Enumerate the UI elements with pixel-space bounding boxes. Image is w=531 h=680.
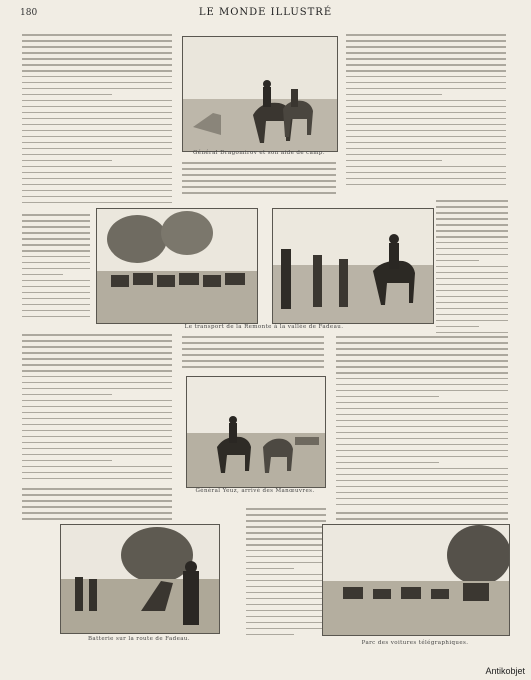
text-line <box>336 414 508 416</box>
text-line <box>346 46 506 48</box>
text-line <box>336 390 508 392</box>
text-line <box>22 94 112 96</box>
text-line <box>22 124 172 126</box>
text-line <box>22 406 172 408</box>
photo-general-yeuz <box>186 376 326 488</box>
text-line <box>436 314 508 316</box>
text-line <box>246 544 326 546</box>
caption-photo-3: Général Yeuz, arrivé des Manœuvres. <box>195 488 315 494</box>
text-line <box>22 430 172 432</box>
text-line <box>346 160 442 162</box>
text-line <box>346 94 442 96</box>
text-line <box>436 320 508 322</box>
text-line <box>346 70 506 72</box>
text-line <box>336 354 508 356</box>
text-line <box>346 34 506 36</box>
text-line <box>336 420 508 422</box>
text-line <box>22 448 172 450</box>
text-line <box>336 486 508 488</box>
text-line <box>182 186 336 188</box>
text-line <box>346 148 506 150</box>
article-column-left-middle <box>22 334 172 484</box>
text-line <box>346 130 506 132</box>
text-line <box>22 262 90 264</box>
text-line <box>436 236 508 238</box>
text-line <box>436 218 508 220</box>
text-line <box>336 360 508 362</box>
text-line <box>22 226 90 228</box>
text-line <box>346 58 506 60</box>
text-line <box>436 254 508 256</box>
text-line <box>336 518 508 520</box>
text-line <box>336 504 508 506</box>
text-line <box>22 238 90 240</box>
text-line <box>22 364 172 366</box>
text-line <box>22 232 90 234</box>
text-line <box>246 532 326 534</box>
text-line <box>336 456 508 458</box>
text-line <box>336 498 508 500</box>
text-line <box>436 302 508 304</box>
page-header <box>0 4 531 22</box>
text-line <box>436 248 508 250</box>
text-line <box>346 100 506 102</box>
text-line <box>246 514 326 516</box>
text-line <box>246 568 294 570</box>
text-line <box>182 168 336 170</box>
text-line <box>22 310 90 312</box>
text-line <box>346 118 506 120</box>
photo-remonte-left <box>96 208 258 324</box>
article-column-right-narrow <box>436 200 508 340</box>
text-line <box>22 418 172 420</box>
text-line <box>336 408 508 410</box>
text-line <box>436 242 508 244</box>
text-line <box>246 592 326 594</box>
text-line <box>346 142 506 144</box>
text-line <box>22 214 90 216</box>
text-line <box>336 492 508 494</box>
text-line <box>182 336 324 338</box>
text-line <box>22 118 172 120</box>
article-column-right-top <box>346 34 506 194</box>
text-line <box>246 610 326 612</box>
text-line <box>22 358 172 360</box>
text-line <box>436 296 508 298</box>
photo-general-dragomirov <box>182 36 338 152</box>
text-line <box>246 580 326 582</box>
text-line <box>246 604 326 606</box>
text-line <box>336 512 508 514</box>
text-line <box>22 136 172 138</box>
text-line <box>182 192 336 194</box>
text-line <box>22 304 90 306</box>
article-column-center-top <box>182 162 336 200</box>
text-line <box>22 316 90 318</box>
text-line <box>182 174 336 176</box>
text-line <box>336 432 508 434</box>
text-line <box>22 298 90 300</box>
text-line <box>22 466 172 468</box>
text-line <box>336 444 508 446</box>
text-line <box>436 284 508 286</box>
text-line <box>246 526 326 528</box>
text-line <box>22 142 172 144</box>
text-line <box>336 468 508 470</box>
text-line <box>22 346 172 348</box>
text-line <box>22 506 172 508</box>
text-line <box>22 400 172 402</box>
text-line <box>22 166 172 168</box>
text-line <box>336 474 508 476</box>
text-line <box>182 360 324 362</box>
article-column-left-top <box>22 34 172 212</box>
text-line <box>22 274 63 276</box>
article-column-left-lower <box>22 488 172 528</box>
text-line <box>22 106 172 108</box>
text-line <box>336 426 508 428</box>
text-line <box>336 384 508 386</box>
text-line <box>22 388 172 390</box>
text-line <box>436 260 479 262</box>
text-line <box>22 76 172 78</box>
text-line <box>22 370 172 372</box>
article-column-center-lower <box>246 508 326 644</box>
text-line <box>336 402 508 404</box>
article-column-right-middle <box>336 336 508 512</box>
text-line <box>22 196 172 198</box>
text-line <box>346 64 506 66</box>
caption-photo-1: Général Dragomirov et son aide de camp. <box>193 150 325 156</box>
text-line <box>22 40 172 42</box>
text-line <box>336 348 508 350</box>
text-line <box>246 550 326 552</box>
text-line <box>346 184 506 186</box>
text-line <box>346 178 506 180</box>
text-line <box>346 82 506 84</box>
text-line <box>336 450 508 452</box>
text-line <box>22 518 172 520</box>
text-line <box>22 394 112 396</box>
text-line <box>346 166 506 168</box>
text-line <box>346 124 506 126</box>
text-line <box>346 106 506 108</box>
text-line <box>22 160 112 162</box>
text-line <box>436 212 508 214</box>
text-line <box>336 366 508 368</box>
text-line <box>336 396 439 398</box>
text-line <box>346 40 506 42</box>
text-line <box>22 46 172 48</box>
text-line <box>22 148 172 150</box>
text-line <box>22 190 172 192</box>
photo-voitures-telegraphiques <box>322 524 510 636</box>
text-line <box>22 436 172 438</box>
text-line <box>436 230 508 232</box>
text-line <box>22 88 172 90</box>
text-line <box>336 336 508 338</box>
text-line <box>22 64 172 66</box>
text-line <box>22 70 172 72</box>
text-line <box>436 278 508 280</box>
text-line <box>22 220 90 222</box>
article-column-right-lower <box>336 512 508 524</box>
watermark: Antikobjet <box>485 666 525 676</box>
text-line <box>346 136 506 138</box>
text-line <box>22 268 90 270</box>
text-line <box>22 334 172 336</box>
text-line <box>182 366 324 368</box>
text-line <box>22 244 90 246</box>
article-column-left-narrow <box>22 214 90 322</box>
text-line <box>246 574 326 576</box>
text-line <box>436 290 508 292</box>
text-line <box>22 256 90 258</box>
text-line <box>22 382 172 384</box>
text-line <box>22 352 172 354</box>
text-line <box>436 266 508 268</box>
text-line <box>336 480 508 482</box>
text-line <box>22 34 172 36</box>
text-line <box>436 206 508 208</box>
text-line <box>22 184 172 186</box>
text-line <box>246 562 326 564</box>
text-line <box>22 460 112 462</box>
text-line <box>22 454 172 456</box>
text-line <box>436 224 508 226</box>
text-line <box>346 76 506 78</box>
text-line <box>22 472 172 474</box>
text-line <box>346 52 506 54</box>
text-line <box>436 308 508 310</box>
text-line <box>22 478 172 480</box>
text-line <box>22 488 172 490</box>
text-line <box>246 520 326 522</box>
text-line <box>22 500 172 502</box>
text-line <box>22 280 90 282</box>
photo-batterie <box>60 524 220 634</box>
text-line <box>246 616 326 618</box>
text-line <box>22 82 172 84</box>
text-line <box>336 342 508 344</box>
text-line <box>246 628 326 630</box>
text-line <box>336 462 439 464</box>
text-line <box>246 634 294 636</box>
article-column-center-middle <box>182 336 324 372</box>
text-line <box>182 354 324 356</box>
text-line <box>246 586 326 588</box>
text-line <box>246 538 326 540</box>
caption-photo-2: Le transport de la Remonte à la vallée de Fadeau. <box>184 324 344 330</box>
text-line <box>346 88 506 90</box>
text-line <box>22 376 172 378</box>
text-line <box>346 154 506 156</box>
text-line <box>436 272 508 274</box>
text-line <box>22 154 172 156</box>
text-line <box>22 58 172 60</box>
text-line <box>246 508 326 510</box>
text-line <box>22 202 172 204</box>
page-number: 180 <box>20 8 38 18</box>
text-line <box>22 442 172 444</box>
text-line <box>182 162 336 164</box>
text-line <box>22 52 172 54</box>
caption-photo-5: Parc des voitures télégraphiques. <box>361 640 469 646</box>
text-line <box>246 622 326 624</box>
text-line <box>246 598 326 600</box>
caption-photo-4: Batterie sur la route de Fadeau. <box>87 636 190 642</box>
text-line <box>22 250 90 252</box>
text-line <box>246 556 326 558</box>
text-line <box>22 130 172 132</box>
text-line <box>336 438 508 440</box>
text-line <box>22 112 172 114</box>
text-line <box>22 494 172 496</box>
text-line <box>336 372 508 374</box>
text-line <box>22 512 172 514</box>
text-line <box>336 378 508 380</box>
text-line <box>436 200 508 202</box>
text-line <box>182 348 324 350</box>
text-line <box>436 326 479 328</box>
text-line <box>346 112 506 114</box>
text-line <box>22 292 90 294</box>
text-line <box>22 100 172 102</box>
text-line <box>346 172 506 174</box>
text-line <box>22 286 90 288</box>
text-line <box>182 342 324 344</box>
text-line <box>22 340 172 342</box>
text-line <box>22 412 172 414</box>
text-line <box>436 332 508 334</box>
journal-title: LE MONDE ILLUSTRÉ <box>198 7 333 18</box>
text-line <box>182 180 336 182</box>
text-line <box>22 172 172 174</box>
photo-remonte-right <box>272 208 434 324</box>
text-line <box>22 424 172 426</box>
text-line <box>22 178 172 180</box>
